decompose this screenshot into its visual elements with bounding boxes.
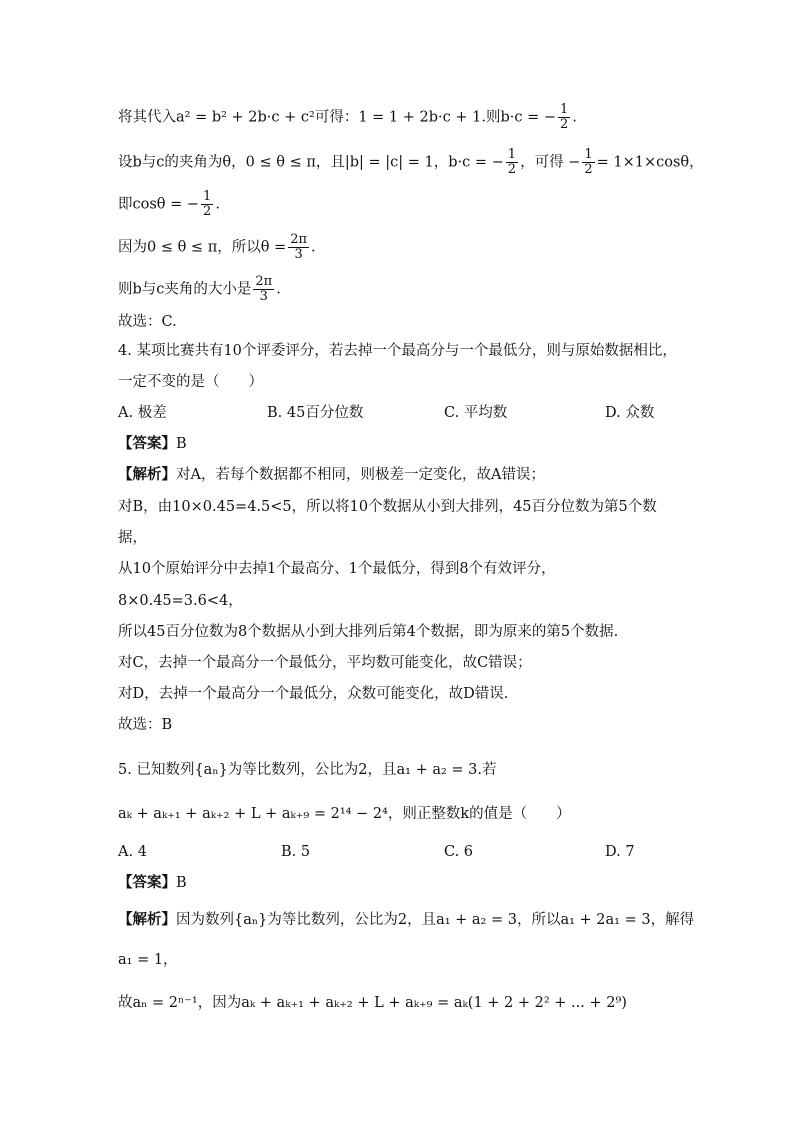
q5-option-a: A. 4 bbox=[118, 844, 147, 860]
substitution-line: 将其代入a² = b² + 2b·c + c²可得：1 = 1 + 2b·c + 1.则b·c = − $\frac{1}{2}$ . bbox=[118, 102, 577, 132]
fraction-denominator: 2 bbox=[507, 162, 517, 177]
fraction-numerator: 2π bbox=[290, 232, 308, 247]
cos-text: 即cosθ = − bbox=[118, 196, 200, 213]
answer-label: 【答案】 bbox=[118, 874, 176, 891]
q4-analysis-3: 据， bbox=[118, 530, 147, 546]
cos-line: 即cosθ = − $\frac{1}{2}$ . bbox=[118, 189, 220, 219]
q4-analysis-5: 8×0.45=3.6<4， bbox=[118, 593, 243, 609]
q4-analysis-9: 故选：B bbox=[118, 717, 173, 733]
answer-value: B bbox=[176, 875, 187, 891]
q4-analysis-6: 所以45百分位数为8个数据从小到大排列后第4个数据，即为原来的第5个数据. bbox=[118, 624, 619, 640]
q4-answer bbox=[118, 434, 187, 454]
q5-analysis-2: a₁ = 1， bbox=[118, 952, 178, 968]
analysis-label: 【解析】 bbox=[118, 466, 176, 483]
question-4-stem: 4. 某项比赛共有10个评委评分，若去掉一个最高分与一个最低分，则与原始数据相比， bbox=[118, 343, 677, 359]
fraction-denominator: 3 bbox=[259, 289, 268, 304]
q4-option-b: B. 45百分位数 bbox=[267, 405, 364, 421]
question-4-stem-cont: 一定不变的是（ ） bbox=[118, 374, 263, 390]
analysis-label: 【解析】 bbox=[118, 911, 176, 928]
question-5-stem: 5. 已知数列{aₙ}为等比数列，公比为2，且a₁ + a₂ = 3.若 bbox=[118, 762, 497, 778]
theta-line: 因为0 ≤ θ ≤ π，所以θ = $\frac{2\pi}{3}$ . bbox=[118, 232, 316, 262]
q4-analysis-1 bbox=[118, 465, 545, 485]
fraction bbox=[558, 103, 570, 132]
fraction-numerator: 1 bbox=[507, 147, 517, 162]
fraction bbox=[582, 148, 594, 177]
angle-line bbox=[118, 148, 704, 177]
fraction bbox=[201, 190, 213, 219]
fraction-numerator: 1 bbox=[584, 147, 593, 162]
q4-analysis-8: 对D，去掉一个最高分一个最低分，众数可能变化，故D错误. bbox=[118, 686, 509, 702]
angle-text: 设b与c的夹角为θ，0 ≤ θ ≤ π，且|b| = |c| = 1，b·c = − bbox=[118, 154, 504, 171]
choice-line: 故选：C. bbox=[118, 314, 177, 330]
q5-option-d: D. 7 bbox=[605, 844, 635, 860]
answer-value: B bbox=[176, 436, 187, 452]
fraction-denominator: 2 bbox=[203, 204, 212, 219]
angle-result-text: 则b与c夹角的大小是 bbox=[118, 281, 252, 298]
q4-option-c: C. 平均数 bbox=[444, 405, 508, 421]
angle-text-end: = 1×1×cosθ， bbox=[596, 154, 704, 171]
q4-option-d: D. 众数 bbox=[605, 405, 655, 421]
q5-answer bbox=[118, 873, 187, 893]
answer-label: 【答案】 bbox=[118, 435, 176, 452]
fraction-numerator: 2π bbox=[255, 274, 273, 289]
fraction bbox=[253, 275, 274, 304]
q4-analysis-7: 对C，去掉一个最高分一个最低分，平均数可能变化，故C错误； bbox=[118, 655, 532, 671]
q4-analysis-4: 从10个原始评分中去掉1个最高分、1个最低分，得到8个有效评分， bbox=[118, 561, 556, 577]
fraction-denominator: 3 bbox=[294, 247, 303, 262]
q5-option-b: B. 5 bbox=[281, 844, 311, 860]
angle-result-line: 则b与c夹角的大小是 $\frac{2\pi}{3}$ . bbox=[118, 274, 281, 304]
fraction-numerator: 1 bbox=[203, 189, 212, 204]
q5-option-c: C. 6 bbox=[444, 844, 474, 860]
q5-analysis-3: 故aₙ = 2ⁿ⁻¹，因为aₖ + aₖ₊₁ + aₖ₊₂ + L + aₖ₊₉ = aₖ(1 + 2 + 2² + ... + 2⁹) bbox=[118, 995, 627, 1011]
fraction bbox=[288, 233, 309, 262]
fraction-denominator: 2 bbox=[584, 162, 593, 177]
q4-analysis-2: 对B，由10×0.45=4.5<5，所以将10个数据从小到大排列，45百分位数为第5个数 bbox=[118, 499, 657, 515]
question-5-stem-cont: aₖ + aₖ₊₁ + aₖ₊₂ + L + aₖ₊₉ = 2¹⁴ − 2⁴，则正整数k的值是（ ） bbox=[118, 806, 571, 822]
analysis-text: 对A，若每个数据都不相同，则极差一定变化，故A错误； bbox=[176, 467, 545, 483]
q5-analysis-1 bbox=[118, 910, 694, 930]
theta-text: 因为0 ≤ θ ≤ π，所以θ = bbox=[118, 239, 287, 256]
fraction-numerator: 1 bbox=[559, 102, 569, 117]
fraction bbox=[506, 148, 518, 177]
angle-text-mid: ，可得 − bbox=[520, 154, 581, 171]
q4-option-a: A. 极差 bbox=[118, 405, 167, 421]
fraction-denominator: 2 bbox=[559, 117, 569, 132]
substitution-text: 将其代入a² = b² + 2b·c + c²可得：1 = 1 + 2b·c + 1.则b·c = − bbox=[118, 109, 556, 126]
analysis-text: 因为数列{aₙ}为等比数列，公比为2，且a₁ + a₂ = 3，所以a₁ + 2a₁ = 3，解得 bbox=[176, 912, 695, 928]
